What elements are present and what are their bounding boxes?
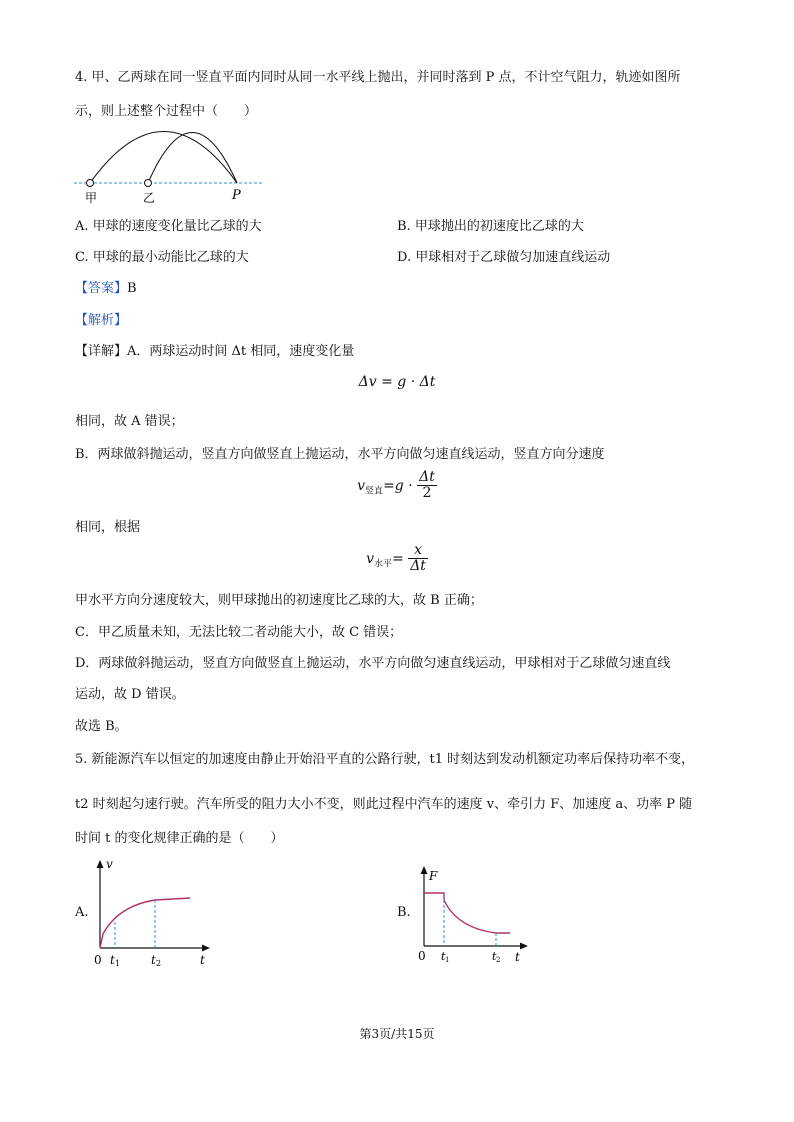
graph-b-x-label: t [515, 950, 520, 964]
q4-option-c: C. 甲球的最小动能比乙球的大 [75, 250, 249, 265]
q5-option-a-label: A. [75, 905, 89, 920]
graph-a-x-label: t [200, 953, 205, 967]
equation-2: $v_{竖直}=g$ · $\frac{\Delta t}{2}$ [357, 469, 435, 502]
graph-b-t2-sub: 2 [496, 956, 501, 964]
graph-a-origin: 0 [94, 953, 102, 967]
label-p: P [232, 188, 241, 203]
graph-b-t1-sub: 1 [445, 956, 450, 964]
d-line2: 运动，故 D 错误。 [75, 687, 185, 702]
q5-stem-line3: 时间 t 的变化规律正确的是（ ） [75, 831, 284, 846]
graph-b-t1: t [441, 950, 446, 963]
detail-a-text: A．两球运动时间 Δt 相同，速度变化量 [127, 344, 355, 359]
final-answer: 故选 B。 [75, 719, 128, 734]
graph-a-t1-sub: 1 [115, 959, 121, 968]
graph-b-origin: 0 [418, 949, 426, 963]
graph-a-y-label: v [106, 857, 113, 871]
graph-a-t2-sub: 2 [156, 959, 162, 968]
answer-tag: 【答案】 [75, 281, 128, 296]
q5-stem-line1: 5. 新能源汽车以恒定的加速度由静止开始沿平直的公路行驶，t1 时刻达到发动机额定功率后保持功率不变， [75, 752, 695, 767]
q4-stem-line1: 4. 甲、乙两球在同一竖直平面内同时从同一水平线上抛出，并同时落到 P 点，不计空气阻力，轨迹如图所 [75, 70, 681, 85]
a-conclusion: 相同，故 A 错误； [75, 414, 184, 429]
q5-option-b-label: B. [397, 905, 411, 920]
answer-line [75, 277, 137, 296]
b-same: 相同，根据 [75, 520, 141, 535]
graph-b-t2: t [492, 950, 497, 963]
graph-a-t1: t [110, 953, 115, 967]
detail-tag: 【详解】 [75, 344, 128, 359]
detail-line-a [75, 340, 354, 359]
label-yi: 乙 [143, 191, 156, 205]
label-jia: 甲 [85, 191, 98, 205]
equation-3: $v_{水平}=$ $\frac{x}{\Delta t}$ [366, 542, 426, 575]
q4-option-b: B. 甲球抛出的初速度比乙球的大 [397, 219, 584, 234]
answer-value: B [127, 281, 137, 296]
equation-1: Δv = g · Δt [358, 374, 436, 390]
q4-option-d: D. 甲球相对于乙球做匀加速直线运动 [397, 250, 611, 265]
q4-trajectory-figure [70, 118, 270, 208]
b-conclusion: 甲水平方向分速度较大，则甲球抛出的初速度比乙球的大，故 B 正确； [75, 593, 483, 608]
q5-graph-b [412, 860, 537, 968]
graph-b-y-label: F [429, 869, 438, 883]
q4-option-a: A. 甲球的速度变化量比乙球的大 [75, 219, 262, 234]
b-line: B．两球做斜抛运动，竖直方向做竖直上抛运动，水平方向做匀速直线运动，竖直方向分速度 [75, 447, 605, 462]
q4-stem-line2: 示，则上述整个过程中（ ） [75, 104, 258, 119]
c-line: C．甲乙质量未知，无法比较二者动能大小，故 C 错误； [75, 625, 403, 640]
page-footer: 第3页/共15页 [359, 1027, 435, 1041]
analysis-tag: 【解析】 [75, 313, 128, 328]
graph-a-t2: t [151, 953, 156, 967]
q5-stem-line2: t2 时刻起匀速行驶。汽车所受的阻力大小不变，则此过程中汽车的速度 v、牵引力 F、加速度 a、功率 P 随 [75, 797, 693, 812]
q5-graph-a [88, 852, 218, 970]
d-line1: D．两球做斜抛运动，竖直方向做竖直上抛运动，水平方向做匀速直线运动，甲球相对于乙球做匀速直线 [75, 656, 671, 671]
